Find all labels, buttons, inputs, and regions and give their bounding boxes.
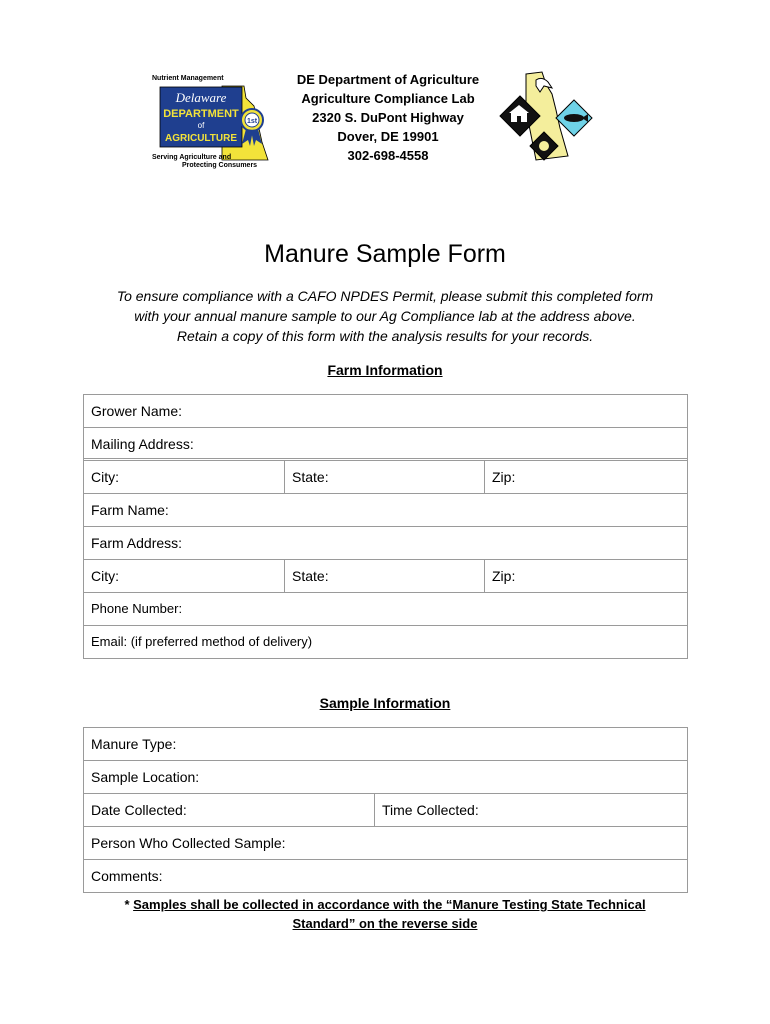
phone-number-field[interactable]: Phone Number: bbox=[91, 601, 183, 616]
footnote-line-2: Standard” on the reverse side bbox=[292, 916, 478, 931]
logo-agriculture-text: AGRICULTURE bbox=[164, 133, 238, 144]
mailing-zip-field[interactable]: Zip: bbox=[484, 461, 687, 493]
table-row bbox=[84, 560, 687, 593]
logo-department-text: DEPARTMENT bbox=[163, 108, 239, 120]
farm-city-field[interactable]: City: bbox=[91, 568, 119, 584]
table-row bbox=[84, 626, 687, 659]
logo-tagline-line2: Protecting Consumers bbox=[182, 162, 258, 169]
address-line-org: DE Department of Agriculture bbox=[296, 72, 480, 87]
logo-delaware-text: Delaware bbox=[175, 90, 227, 105]
table-row bbox=[84, 860, 687, 893]
table-row bbox=[84, 428, 687, 461]
sample-information-heading: Sample Information bbox=[319, 695, 451, 711]
mailing-address-field[interactable]: Mailing Address: bbox=[91, 436, 194, 452]
logo-tagline bbox=[152, 154, 272, 170]
mailing-state-field[interactable]: State: bbox=[284, 461, 484, 493]
intro-line-1: To ensure compliance with a CAFO NPDES Permit, please submit this completed form bbox=[116, 288, 654, 304]
address-line-city: Dover, DE 19901 bbox=[337, 129, 439, 144]
date-collected-field[interactable]: Date Collected: bbox=[91, 802, 187, 818]
grower-name-field[interactable]: Grower Name: bbox=[91, 403, 183, 419]
email-field[interactable]: Email: (if preferred method of delivery) bbox=[91, 634, 313, 649]
page-title: Manure Sample Form bbox=[264, 240, 506, 268]
farm-information-table bbox=[83, 394, 688, 659]
table-row bbox=[84, 395, 687, 428]
farm-address-field[interactable]: Farm Address: bbox=[91, 535, 183, 551]
farm-state-field[interactable]: State: bbox=[284, 560, 484, 592]
logo-ribbon-text: 1st bbox=[246, 118, 258, 125]
comments-field[interactable]: Comments: bbox=[91, 868, 163, 884]
table-row bbox=[84, 728, 687, 761]
table-row bbox=[84, 761, 687, 794]
farm-information-heading: Farm Information bbox=[327, 362, 443, 378]
footnote-asterisk: * bbox=[124, 897, 134, 912]
sample-information-table bbox=[83, 727, 688, 893]
address-line-street: 2320 S. DuPont Highway bbox=[312, 110, 464, 125]
table-row bbox=[84, 461, 687, 494]
sampling-standard-footnote bbox=[90, 895, 680, 933]
manure-type-field[interactable]: Manure Type: bbox=[91, 736, 177, 752]
delaware-department-of-agriculture-logo bbox=[150, 74, 272, 174]
lab-address bbox=[280, 70, 496, 165]
farm-name-field[interactable]: Farm Name: bbox=[91, 502, 169, 518]
logo-tagline-line1: Serving Agriculture and bbox=[152, 154, 232, 161]
intro-line-2: with your annual manure sample to our Ag Compliance lab at the address above. bbox=[134, 308, 636, 324]
nutrient-management-label: Nutrient Management bbox=[152, 75, 224, 82]
table-row bbox=[84, 593, 687, 626]
time-collected-field[interactable]: Time Collected: bbox=[374, 794, 687, 826]
table-row bbox=[84, 494, 687, 527]
logo-of-text: of bbox=[197, 121, 205, 130]
intro-line-3: Retain a copy of this form with the analysis results for your records. bbox=[176, 328, 594, 344]
sample-location-field[interactable]: Sample Location: bbox=[91, 769, 200, 785]
person-collected-field[interactable]: Person Who Collected Sample: bbox=[91, 835, 286, 851]
table-row bbox=[84, 527, 687, 560]
intro-text bbox=[60, 286, 710, 346]
table-row bbox=[84, 827, 687, 860]
footnote-line-1: Samples shall be collected in accordance with the “Manure Testing State Technical bbox=[133, 897, 646, 912]
delaware-state-emblem-icon bbox=[496, 70, 596, 166]
address-line-phone: 302-698-4558 bbox=[347, 148, 429, 163]
address-line-lab: Agriculture Compliance Lab bbox=[301, 91, 475, 106]
table-row bbox=[84, 794, 687, 827]
delaware-logo-icon bbox=[158, 84, 270, 162]
farm-zip-field[interactable]: Zip: bbox=[484, 560, 687, 592]
mailing-city-field[interactable]: City: bbox=[91, 469, 119, 485]
